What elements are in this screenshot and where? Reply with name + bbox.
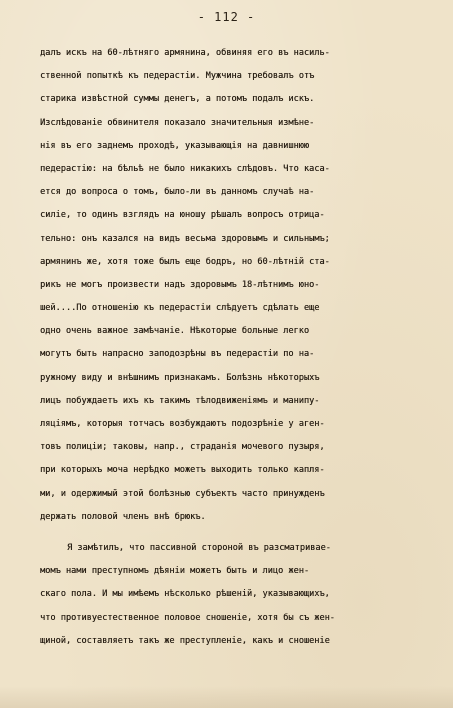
text-line: нiя въ его заднемъ проходѣ, указывающiя на давнишнюю [40, 140, 310, 151]
text-line: одно очень важное замѣчанiе. Нѣкоторые больные легко [40, 326, 310, 337]
text-line: тельно: онъ казался на видъ весьма здоровымъ и сильнымъ; [40, 233, 330, 244]
text-line: что противуестественное половое сношенiе, хотя бы съ жен- [40, 612, 335, 623]
text-line: лицъ побуждаетъ ихъ къ такимъ тѣлодвиженiямъ и манипу- [40, 395, 320, 406]
text-line: товъ полицiи; таковы, напр., страданiя мочевого пузыря, [40, 442, 325, 453]
text-line: Изслѣдованiе обвинителя показало значительныя измѣне- [40, 117, 315, 128]
text-line: силiе, то одинъ взглядъ на юношу рѣшалъ вопросъ отрица- [40, 210, 325, 221]
text-line: ружному виду и внѣшнимъ признакамъ. Болѣзнь нѣкоторыхъ [40, 372, 320, 383]
text-line: Я замѣтилъ, что пассивной стороной въ разсматривае- [67, 542, 331, 553]
page-edge-shadow [0, 686, 453, 708]
text-line: щиной, составляетъ такъ же преступленiе, какъ и сношенiе [40, 635, 330, 646]
text-line: далъ искъ на 60-лѣтняго армянина, обвиняя его въ насиль- [40, 48, 330, 58]
text-line: держать половой членъ внѣ брюкъ. [40, 511, 206, 522]
text-line: ется до вопроса о томъ, было-ли въ данномъ случаѣ на- [40, 187, 315, 198]
text-line: ственной попыткѣ къ педерастiи. Мужчина требовалъ отъ [40, 71, 315, 82]
body-text [40, 42, 444, 653]
text-line: педерастiю: на бѣльѣ не было никакихъ слѣдовъ. Что каса- [40, 163, 330, 174]
text-line: рикъ не могъ произвести надъ здоровымъ 18-лѣтнимъ юно- [40, 279, 320, 290]
text-line: момъ нами преступномъ дѣянiи можетъ быть и лицо жен- [40, 566, 310, 577]
paragraph-gap [40, 529, 444, 537]
text-line: армянинъ же, хотя тоже былъ еще бодръ, но 60-лѣтнiй ста- [40, 256, 330, 267]
text-line: старика извѣстной суммы денегъ, а потомъ подалъ искъ. [40, 94, 315, 105]
text-line: ми, и одержимый этой болѣзнью субъектъ часто принужденъ [40, 488, 325, 499]
text-line: могутъ быть напрасно заподозрѣны въ педерастiи по на- [40, 349, 315, 360]
page-number: - 112 - [197, 10, 256, 24]
text-line: ляцiямъ, которыя тотчасъ возбуждаютъ подозрѣнiе у аген- [40, 419, 325, 429]
text-line: при которыхъ моча нерѣдко можетъ выходить только капля- [40, 465, 325, 476]
text-line: шей....По отношенiю къ педерастiи слѣдуетъ сдѣлать еще [40, 303, 320, 314]
text-line: скаго пола. И мы имѣемъ нѣсколько рѣшенiй, указывающихъ, [40, 589, 330, 600]
